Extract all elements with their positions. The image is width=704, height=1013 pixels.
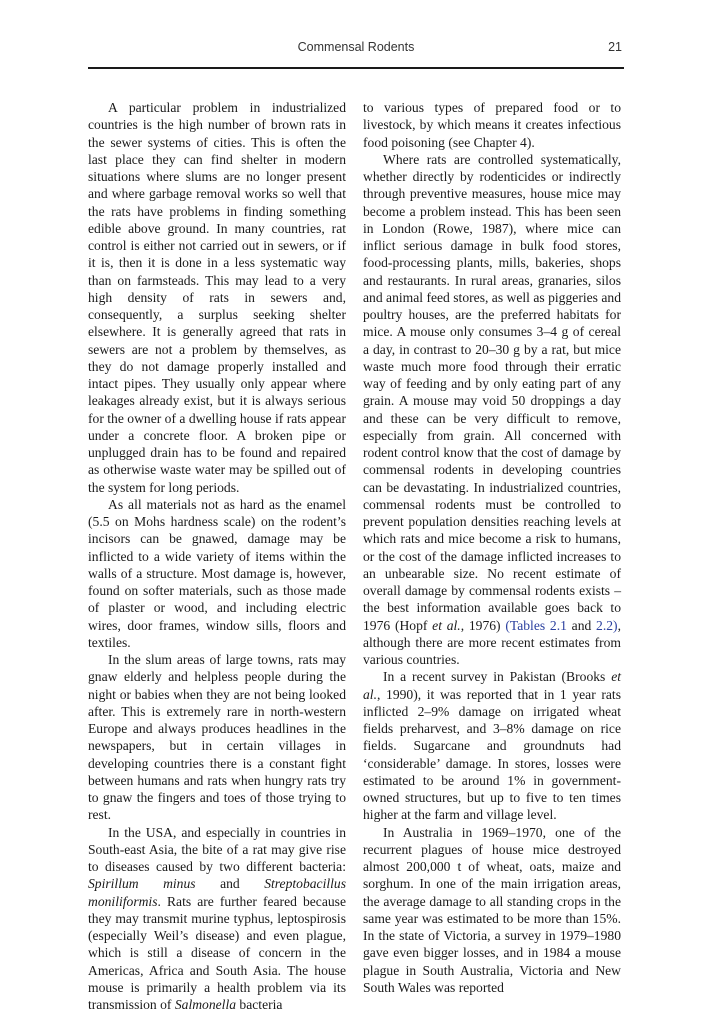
paragraph: A particular problem in industrialized countries is the high number of brown rats in the sewer systems of cities. This is often the last place they can find shelter in modern situations where slums are no longer present and where garbage removal works so well that the rats have problems in finding something edible above ground. In many countries, rat control is either not carried out in sewers, or if it is, then it is done in a less systematic way than on farmsteads. This may lead to a very high density of rats in sewers and, consequently, a surplus seeking shelter elsewhere. It is generally agreed that rats in sewers are not a problem by themselves, as they do not damage properly installed and intact pipes. They usually only appear where leakages already exist, but it is always serious for the owner of a dwelling house if rats appear under a concrete floor. A broken pipe or unplugged drain has to be found and repaired as otherwise waste water may be spilled out of the system for long periods. [88, 99, 346, 496]
left-column [88, 99, 346, 1013]
paragraph-continuation: to various types of prepared food or to livestock, by which means it creates infectious food poisoning (see Chapter 4). [363, 99, 621, 151]
text-run: , 1990), it was reported that in 1 year rats inflicted 2–9% damage on irrigated wheat fields preharvest, and 3–8% damage on rice fields. Sugarcane and groundnuts had ‘considerable’ damage. In stores, losses were estimated to be around 1% in government-owned structures, but up to five to ten times higher at the farm and village level. [363, 687, 621, 823]
paragraph: In the slum areas of large towns, rats may gnaw elderly and helpless people during the night or babies when they are not being looked after. This is extremely rare in north-western Europe and always produces headlines in the newspapers, but in certain villages in developing countries there is a constant fight between humans and rats when hungry rats try to gnaw the fingers and toes of those trying to rest. [88, 651, 346, 824]
et-al: et al. [432, 618, 461, 633]
right-column [363, 99, 621, 996]
text-run: and [196, 876, 265, 891]
paragraph [88, 824, 346, 1013]
paragraph: As all materials not as hard as the enamel (5.5 on Mohs hardness scale) on the rodent’s incisors can be gnawed, damage may be inflicted to a wide variety of items within the walls of a structure. Most damage is, however, found on softer materials, such as those made of plaster or wood, and including electric wires, door frames, window sills, floors and textiles. [88, 496, 346, 651]
paragraph: In Australia in 1969–1970, one of the recurrent plagues of house mice destroyed almost 200,000 t of wheat, oats, maize and sorghum. In one of the main irrigation areas, the average damage to all standing crops in the same year was estimated to be more than 15%. In the state of Victoria, a survey in 1979–1980 gave even bigger losses, and in 1984 a mouse plague in South Australia, Victoria and New South Wales was reported [363, 824, 621, 997]
page-number: 21 [608, 40, 622, 54]
running-header [88, 38, 624, 60]
text-run: and [567, 618, 596, 633]
paragraph [363, 668, 621, 823]
table-link-2-1[interactable]: (Tables 2.1 [505, 618, 567, 633]
text-run: , 1976) [461, 618, 506, 633]
text-run: In the USA, and especially in countries in South-east Asia, the bite of a rat may give rise to diseases caused by two different bacteria: [88, 825, 346, 875]
text-run: bacteria [236, 997, 282, 1012]
text-run: , although there are more recent estimates from various countries. [363, 618, 621, 668]
text-run: . Rats are further feared because they may transmit murine typhus, leptospirosis (especially Weil’s disease) and even plague, which is still a disease of concern in the Americas, Africa and South Asia. The house mouse is primarily a health problem via its transmission of [88, 894, 346, 1013]
species-name: Salmonella [175, 997, 236, 1012]
text-run: Where rats are controlled systematically, whether directly by rodenticides or indirectly through preventive measures, house mice may become a problem instead. This has been seen in London (Rowe, 1987), where mice can inflict serious damage in bulk food stores, food-processing plants, mills, bakeries, shops and restaurants. In rural areas, granaries, silos and animal feed stores, as well as piggeries and poultry houses, are the preferred habitats for mice. A mouse only consumes 3–4 g of cereal a day, in contrast to 20–30 g by a rat, but mice waste much more food through their erratic way of feeding and by only eating part of any grain. A mouse may void 50 droppings a day and these can be very difficult to remove, especially from grain. All concerned with rodent control know that the cost of damage by commensal rodents in developing countries can be devastating. In industrialized countries, commensal rodents must be controlled to prevent population densities reaching levels at which rats and mice become a risk to humans, or the cost of the damage inflicted increases to an unbearable size. No recent estimate of overall damage by commensal rodents exists – the best information available goes back to 1976 (Hopf [363, 152, 621, 633]
running-title: Commensal Rodents [88, 40, 624, 54]
header-rule [88, 67, 624, 69]
species-name: Streptobacillus moniliformis [88, 876, 346, 908]
species-name: Spirillum minus [88, 876, 196, 891]
et-al: et al. [363, 669, 621, 701]
table-link-2-2[interactable]: 2.2) [596, 618, 618, 633]
paragraph [363, 151, 621, 669]
text-run: In a recent survey in Pakistan (Brooks [383, 669, 611, 684]
